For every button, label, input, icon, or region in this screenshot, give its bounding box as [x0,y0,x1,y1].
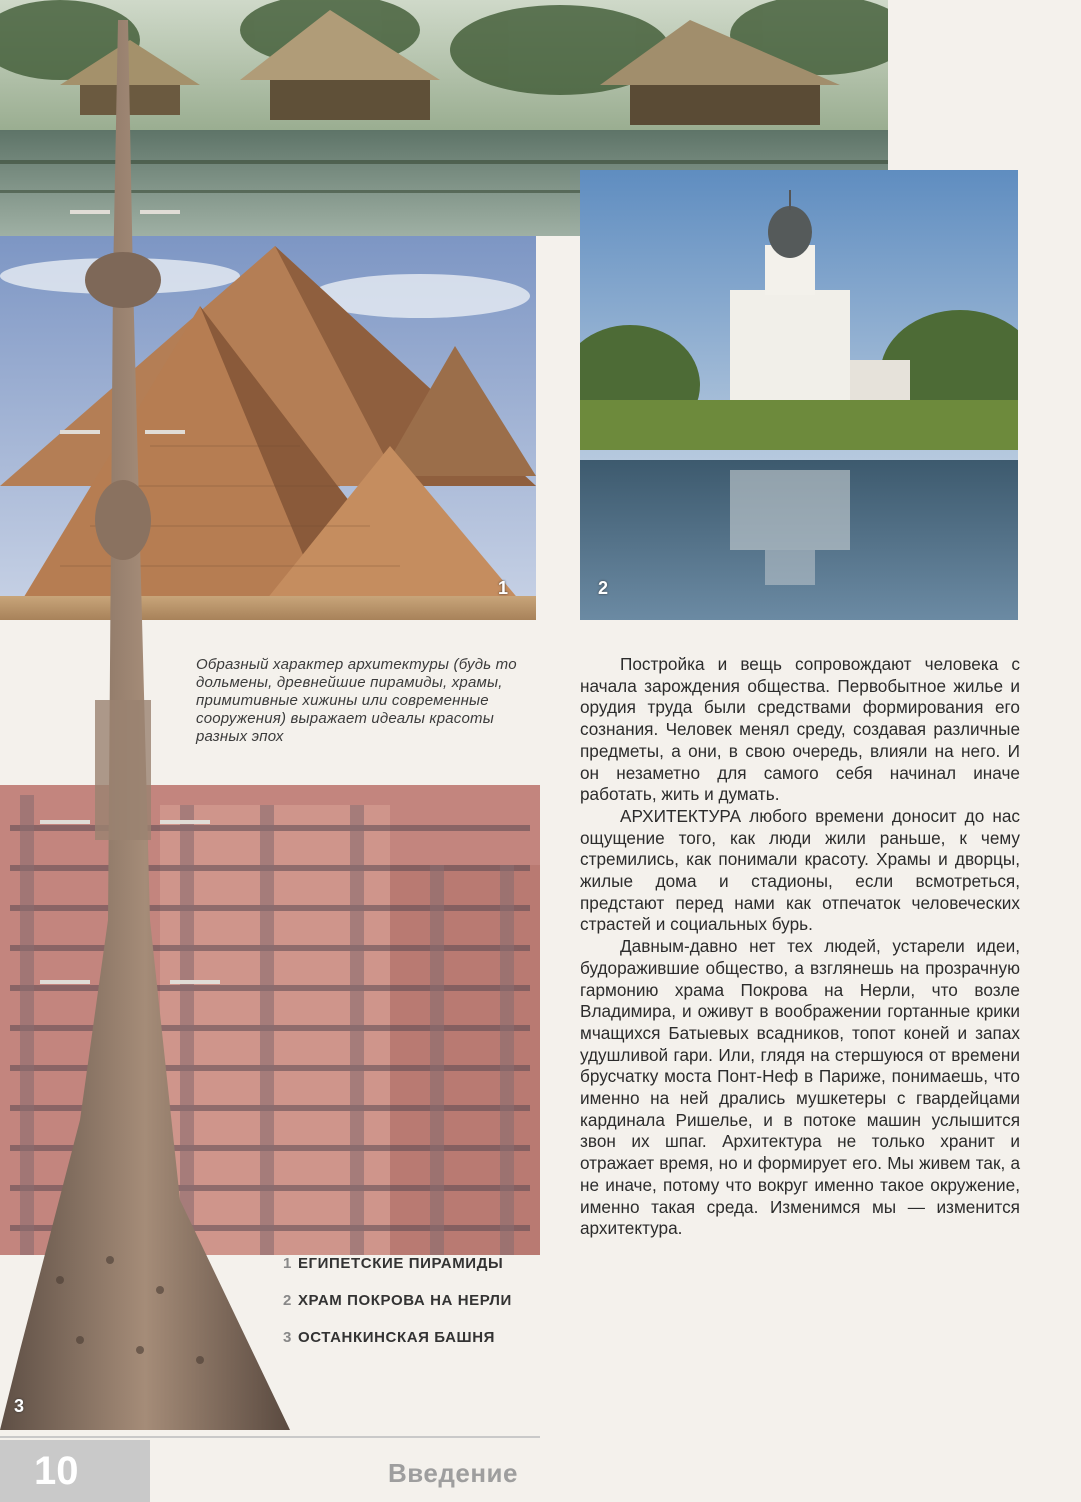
photo-church-nerl [580,170,1018,620]
footer-rule [0,1436,540,1438]
legend-number: 1 [283,1255,292,1272]
photo-legend [283,1255,543,1366]
photo-number-2: 2 [598,578,609,598]
legend-item [283,1329,543,1347]
legend-item [283,1292,543,1310]
photo-number-3: 3 [14,1396,25,1416]
legend-item [283,1255,543,1273]
page-number: 10 [0,1440,150,1502]
main-text [580,654,1020,1240]
legend-text: ОСТАНКИНСКАЯ БАШНЯ [297,1329,496,1346]
legend-number: 2 [283,1292,292,1309]
paragraph: АРХИТЕКТУРА любого времени доносит до нас ощущение того, как люди жили раньше, к чему стремились, как понимали красоту. Храмы и дворцы, жилые дома и стадионы, если всмотреться, предстают перед нами как отпечаток человеческих страстей и социальных бурь. [580,805,1020,935]
legend-text: ЕГИПЕТСКИЕ ПИРАМИДЫ [297,1255,504,1272]
paragraph: Постройка и вещь сопровождают человека с начала зарождения общества. Первобытное жилье и орудия труда были средствами формирования его сознания. Человек менял среду, создавая различные предметы, а они, в свою очередь, влияли на него. И он незаметно для самого себя начинал иначе работать, жить и думать. [580,654,1020,805]
legend-text: ХРАМ ПОКРОВА НА НЕРЛИ [297,1292,512,1309]
photo-caption: Образный характер архитектуры (будь то дольмены, древнейшие пирамиды, храмы, примитивные хижины или современные сооружения) выражает идеалы красоты разных эпох [196,656,517,745]
legend-number: 3 [283,1329,292,1346]
photo-number-1: 1 [498,578,509,598]
paragraph: Давным-давно нет тех людей, устарели идеи, будоражившие общество, а взглянешь на прозрачную гармонию храма Покрова на Нерли, что возле Владимира, и оживут в воображении гортанные крики мчащихся Батыевых всадников, топот коней и запах удушливой гари. Или, глядя на стершуюся от времени брусчатку моста Понт-Неф в Париже, понимаешь, что именно на ней дрались мушкетеры с гвардейцами кардинала Ришелье, и в потоке машин услышится звон их шпаг. Архитектура не только хранит и отражает время, но и формирует его. Мы живем так, а не иначе, потому что вокруг именно такое окружение, именно такая среда. Изменимся мы — изменится архитектура. [580,936,1020,1239]
section-title: Введение [388,1458,518,1488]
